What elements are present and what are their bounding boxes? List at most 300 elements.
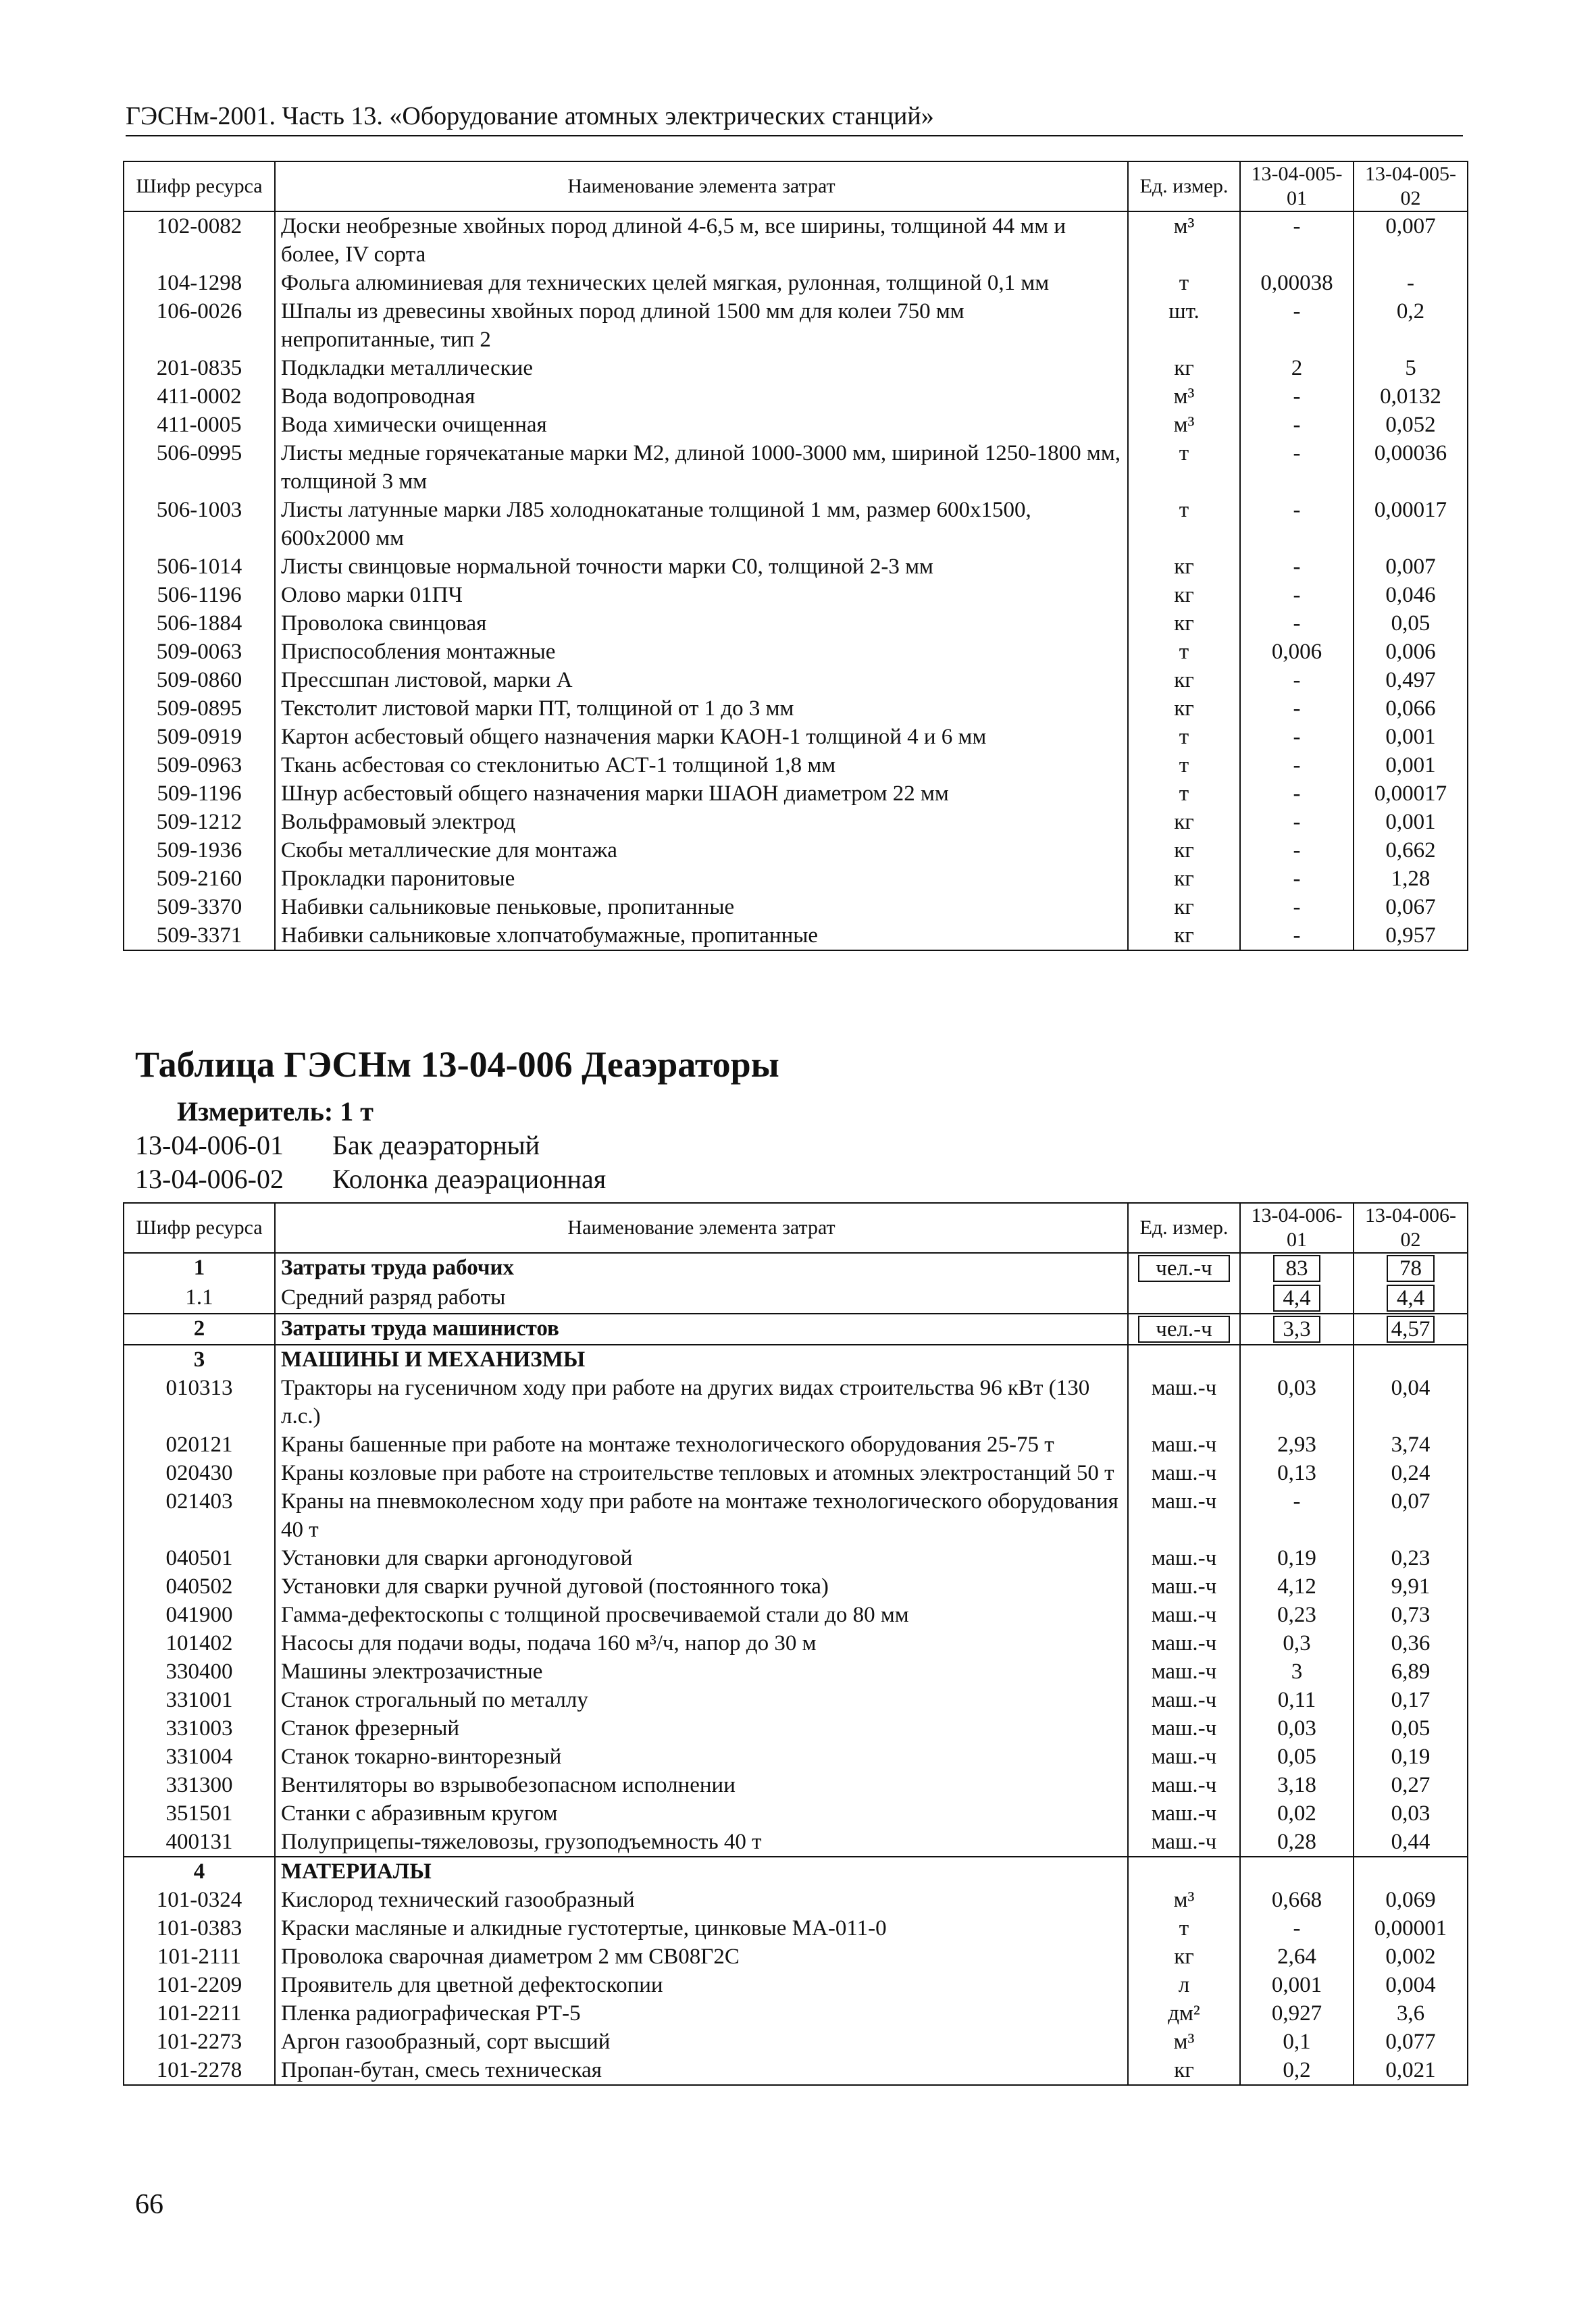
col-header-code: Шифр ресурса: [124, 161, 275, 211]
table-row: [124, 211, 1468, 269]
row-name: Краны козловые при работе на строительстве тепловых и атомных электростанций 50 т: [275, 1459, 1128, 1487]
row-name: Прессшпан листовой, марки А: [275, 666, 1128, 694]
table-row: [124, 1828, 1468, 1857]
row-unit: л: [1128, 1971, 1240, 1999]
row-value-2: 0,73: [1354, 1601, 1468, 1629]
row-code: 010313: [124, 1374, 275, 1431]
row-value-2: 0,0132: [1354, 382, 1468, 411]
row-name: Вода химически очищенная: [275, 411, 1128, 439]
row-name: МАШИНЫ И МЕХАНИЗМЫ: [275, 1345, 1128, 1374]
resource-table-13-04-006: [123, 1202, 1468, 2086]
table-row: [124, 1886, 1468, 1914]
row-code: 509-2160: [124, 865, 275, 893]
row-value-2: [1354, 1314, 1468, 1345]
row-value-2: 0,36: [1354, 1629, 1468, 1657]
row-value-2: 0,067: [1354, 893, 1468, 921]
row-name: Средний разряд работы: [275, 1283, 1128, 1314]
col-header-unit: Ед. измер.: [1128, 1203, 1240, 1253]
col-header-norm-1: 13-04-006-01: [1240, 1203, 1354, 1253]
row-value-1: 0,23: [1240, 1601, 1354, 1629]
row-value-2: 0,07: [1354, 1487, 1468, 1544]
norm-item-code: 13-04-006-02: [135, 1164, 284, 1194]
row-name: Листы латунные марки Л85 холоднокатаные толщиной 1 мм, размер 600x1500, 600x2000 мм: [275, 496, 1128, 552]
row-value-2: 0,03: [1354, 1799, 1468, 1828]
table-row: [124, 666, 1468, 694]
row-value-1: -: [1240, 1914, 1354, 1943]
row-code: 331001: [124, 1686, 275, 1714]
table-row: [124, 1253, 1468, 1283]
row-code: 201-0835: [124, 354, 275, 382]
row-value-2: 0,00036: [1354, 439, 1468, 496]
row-name: Станок токарно-винторезный: [275, 1743, 1128, 1771]
row-unit: м³: [1128, 211, 1240, 269]
row-value-2: [1354, 1345, 1468, 1374]
row-name: Картон асбестовый общего назначения марки КАОН-1 толщиной 4 и 6 мм: [275, 723, 1128, 751]
row-name: Краны на пневмоколесном ходу при работе на монтаже технологического оборудования 40 т: [275, 1487, 1128, 1544]
row-value-1: -: [1240, 666, 1354, 694]
row-code: 101-0324: [124, 1886, 275, 1914]
row-value-1: -: [1240, 808, 1354, 836]
row-value-2: 0,066: [1354, 694, 1468, 723]
row-code: 041900: [124, 1601, 275, 1629]
row-value-2: 0,497: [1354, 666, 1468, 694]
row-unit: маш.-ч: [1128, 1686, 1240, 1714]
row-name: Доски необрезные хвойных пород длиной 4-6,5 м, все ширины, толщиной 44 мм и более, IV сорта: [275, 211, 1128, 269]
row-code: 331004: [124, 1743, 275, 1771]
row-code: 1: [124, 1253, 275, 1283]
table-row: [124, 1572, 1468, 1601]
table-row: [124, 609, 1468, 638]
row-unit: маш.-ч: [1128, 1743, 1240, 1771]
row-value-1: [1240, 1857, 1354, 1886]
row-value-1: -: [1240, 723, 1354, 751]
row-value-2: 0,662: [1354, 836, 1468, 865]
row-code: 411-0005: [124, 411, 275, 439]
row-unit: [1128, 1283, 1240, 1314]
row-value-1: -: [1240, 382, 1354, 411]
table-row: [124, 836, 1468, 865]
row-unit: маш.-ч: [1128, 1431, 1240, 1459]
row-code: 351501: [124, 1799, 275, 1828]
row-unit: м³: [1128, 382, 1240, 411]
row-value-2: 0,05: [1354, 1714, 1468, 1743]
row-value-1: 0,006: [1240, 638, 1354, 666]
row-code: 3: [124, 1345, 275, 1374]
row-name: Прокладки паронитовые: [275, 865, 1128, 893]
col-header-code: Шифр ресурса: [124, 1203, 275, 1253]
row-code: 1.1: [124, 1283, 275, 1314]
row-code: 509-0963: [124, 751, 275, 779]
row-value-2: 0,001: [1354, 751, 1468, 779]
row-unit: дм²: [1128, 1999, 1240, 2028]
row-name: Приспособления монтажные: [275, 638, 1128, 666]
norm-item-name: Бак деаэраторный: [332, 1130, 540, 1160]
row-value-2: 0,007: [1354, 211, 1468, 269]
row-unit: т: [1128, 638, 1240, 666]
row-name: Аргон газообразный, сорт высший: [275, 2028, 1128, 2056]
row-unit: маш.-ч: [1128, 1459, 1240, 1487]
row-unit: маш.-ч: [1128, 1828, 1240, 1857]
table-row: [124, 354, 1468, 382]
row-name: Шпалы из древесины хвойных пород длиной 1500 мм для колеи 750 мм непропитанные, тип 2: [275, 297, 1128, 354]
row-value-2: 0,077: [1354, 2028, 1468, 2056]
row-value-1: 0,001: [1240, 1971, 1354, 1999]
row-code: 104-1298: [124, 269, 275, 297]
row-code: 040501: [124, 1544, 275, 1572]
row-value-1: 2: [1240, 354, 1354, 382]
row-code: 509-3371: [124, 921, 275, 950]
table-row: [124, 1459, 1468, 1487]
row-unit: маш.-ч: [1128, 1799, 1240, 1828]
row-code: 509-0919: [124, 723, 275, 751]
row-value-1: -: [1240, 411, 1354, 439]
table-row: [124, 439, 1468, 496]
row-value-2: 6,89: [1354, 1657, 1468, 1686]
table-row: [124, 1943, 1468, 1971]
row-value-1: 0,19: [1240, 1544, 1354, 1572]
row-unit: [1128, 1314, 1240, 1345]
row-value-1: 0,1: [1240, 2028, 1354, 2056]
row-name: МАТЕРИАЛЫ: [275, 1857, 1128, 1886]
row-value-1: 0,03: [1240, 1374, 1354, 1431]
row-value-2: [1354, 1857, 1468, 1886]
table-row: [124, 808, 1468, 836]
col-header-name: Наименование элемента затрат: [275, 1203, 1128, 1253]
row-value-1: -: [1240, 751, 1354, 779]
row-code: 020430: [124, 1459, 275, 1487]
table-row: [124, 779, 1468, 808]
row-code: 506-1014: [124, 552, 275, 581]
row-code: 4: [124, 1857, 275, 1886]
row-value-2: 0,2: [1354, 297, 1468, 354]
row-name: Скобы металлические для монтажа: [275, 836, 1128, 865]
row-value-1: -: [1240, 552, 1354, 581]
row-unit: кг: [1128, 836, 1240, 865]
row-code: 331300: [124, 1771, 275, 1799]
row-value-2: 0,04: [1354, 1374, 1468, 1431]
row-code: 509-0895: [124, 694, 275, 723]
row-unit: кг: [1128, 666, 1240, 694]
row-unit: м³: [1128, 1886, 1240, 1914]
row-unit: кг: [1128, 921, 1240, 950]
row-value-1: [1240, 1283, 1354, 1314]
table-row: [124, 1799, 1468, 1828]
row-value-1: [1240, 1345, 1354, 1374]
table-row: [124, 297, 1468, 354]
row-value-2: 5: [1354, 354, 1468, 382]
table-row: [124, 638, 1468, 666]
row-unit: т: [1128, 779, 1240, 808]
row-value-1: 2,93: [1240, 1431, 1354, 1459]
row-unit: маш.-ч: [1128, 1601, 1240, 1629]
row-unit: т: [1128, 496, 1240, 552]
row-unit: кг: [1128, 2056, 1240, 2085]
row-value-2: -: [1354, 269, 1468, 297]
row-unit: маш.-ч: [1128, 1572, 1240, 1601]
norm-item: [135, 1129, 540, 1161]
table-row: [124, 893, 1468, 921]
row-name: Шнур асбестовый общего назначения марки ШАОН диаметром 22 мм: [275, 779, 1128, 808]
row-name: Станок строгальный по металлу: [275, 1686, 1128, 1714]
row-unit: кг: [1128, 581, 1240, 609]
row-unit: шт.: [1128, 297, 1240, 354]
table-row: [124, 1629, 1468, 1657]
row-value-2: 0,24: [1354, 1459, 1468, 1487]
row-name: Вентиляторы во взрывобезопасном исполнении: [275, 1771, 1128, 1799]
row-value-2-box: 4,57: [1387, 1316, 1435, 1343]
row-unit: кг: [1128, 609, 1240, 638]
row-name: Гамма-дефектоскопы с толщиной просвечиваемой стали до 80 мм: [275, 1601, 1128, 1629]
row-value-1: 0,03: [1240, 1714, 1354, 1743]
row-code: 506-1003: [124, 496, 275, 552]
row-value-2: 9,91: [1354, 1572, 1468, 1601]
row-value-1-box: 3,3: [1273, 1316, 1320, 1343]
row-unit: т: [1128, 751, 1240, 779]
row-code: 411-0002: [124, 382, 275, 411]
table-row: [124, 723, 1468, 751]
row-value-2: 1,28: [1354, 865, 1468, 893]
table-row: [124, 1374, 1468, 1431]
table-row: [124, 1657, 1468, 1686]
row-code: 509-1936: [124, 836, 275, 865]
table-row: [124, 581, 1468, 609]
row-value-1: [1240, 1314, 1354, 1345]
row-name: Листы медные горячекатаные марки М2, длиной 1000-3000 мм, шириной 1250-1800 мм, толщиной 3 мм: [275, 439, 1128, 496]
row-name: Вода водопроводная: [275, 382, 1128, 411]
row-name: Тракторы на гусеничном ходу при работе на других видах строительства 96 кВт (130 л.с.): [275, 1374, 1128, 1431]
row-unit: т: [1128, 1914, 1240, 1943]
resource-table-13-04-005: [123, 161, 1468, 951]
row-value-1: -: [1240, 921, 1354, 950]
col-header-norm-2: 13-04-006-02: [1354, 1203, 1468, 1253]
table-row: [124, 269, 1468, 297]
row-code: 509-0860: [124, 666, 275, 694]
row-value-1: 0,05: [1240, 1743, 1354, 1771]
row-code: 020121: [124, 1431, 275, 1459]
row-unit: маш.-ч: [1128, 1657, 1240, 1686]
row-name: Подкладки металлические: [275, 354, 1128, 382]
row-name: Станки с абразивным кругом: [275, 1799, 1128, 1828]
row-name: Установки для сварки аргонодуговой: [275, 1544, 1128, 1572]
row-value-2: 0,052: [1354, 411, 1468, 439]
row-value-1: 3: [1240, 1657, 1354, 1686]
row-value-2: 0,004: [1354, 1971, 1468, 1999]
row-unit: маш.-ч: [1128, 1374, 1240, 1431]
row-unit: кг: [1128, 1943, 1240, 1971]
row-name: Олово марки 01ПЧ: [275, 581, 1128, 609]
table-header-row: [124, 1203, 1468, 1253]
row-value-1: -: [1240, 581, 1354, 609]
col-header-norm-1: 13-04-005-01: [1240, 161, 1354, 211]
row-value-2: 0,021: [1354, 2056, 1468, 2085]
row-name: Листы свинцовые нормальной точности марки С0, толщиной 2-3 мм: [275, 552, 1128, 581]
table-row: [124, 1771, 1468, 1799]
row-value-2: 0,957: [1354, 921, 1468, 950]
row-value-1-box: 83: [1273, 1255, 1320, 1282]
norm-item-code: 13-04-006-01: [135, 1130, 284, 1160]
row-name: Пленка радиографическая РТ-5: [275, 1999, 1128, 2028]
row-value-2: 0,27: [1354, 1771, 1468, 1799]
col-header-unit: Ед. измер.: [1128, 161, 1240, 211]
table-row: [124, 496, 1468, 552]
row-value-1: 0,668: [1240, 1886, 1354, 1914]
row-name: Проявитель для цветной дефектоскопии: [275, 1971, 1128, 1999]
row-value-1: [1240, 1253, 1354, 1283]
row-code: 101-2278: [124, 2056, 275, 2085]
row-name: Кислород технический газообразный: [275, 1886, 1128, 1914]
row-unit: [1128, 1345, 1240, 1374]
row-name: Полуприцепы-тяжеловозы, грузоподъемность 40 т: [275, 1828, 1128, 1857]
row-code: 106-0026: [124, 297, 275, 354]
row-value-1: 0,28: [1240, 1828, 1354, 1857]
row-code: 101-2273: [124, 2028, 275, 2056]
row-value-2: [1354, 1283, 1468, 1314]
table-row: [124, 1743, 1468, 1771]
row-value-2: 0,007: [1354, 552, 1468, 581]
row-code: 102-0082: [124, 211, 275, 269]
row-unit-box: чел.-ч: [1138, 1255, 1230, 1282]
table-row: [124, 1283, 1468, 1314]
row-value-1: -: [1240, 609, 1354, 638]
row-name: Затраты труда рабочих: [275, 1253, 1128, 1283]
row-value-1: 0,2: [1240, 2056, 1354, 2085]
row-value-2: 0,046: [1354, 581, 1468, 609]
row-value-2: 0,001: [1354, 808, 1468, 836]
row-code: 509-1196: [124, 779, 275, 808]
row-code: 506-1196: [124, 581, 275, 609]
row-value-1: 0,3: [1240, 1629, 1354, 1657]
row-code: 506-1884: [124, 609, 275, 638]
table-row: [124, 382, 1468, 411]
row-name: Текстолит листовой марки ПТ, толщиной от 1 до 3 мм: [275, 694, 1128, 723]
table-row: [124, 1487, 1468, 1544]
row-code: 101-2211: [124, 1999, 275, 2028]
table-row: [124, 1314, 1468, 1345]
row-value-1: -: [1240, 779, 1354, 808]
row-code: 509-1212: [124, 808, 275, 836]
row-unit: маш.-ч: [1128, 1544, 1240, 1572]
row-unit: м³: [1128, 2028, 1240, 2056]
norm-item-name: Колонка деаэрационная: [332, 1164, 607, 1194]
row-name: Краски масляные и алкидные густотертые, цинковые МА-011-0: [275, 1914, 1128, 1943]
page-number: 66: [135, 2189, 163, 2220]
row-name: Вольфрамовый электрод: [275, 808, 1128, 836]
row-value-1-box: 4,4: [1273, 1285, 1320, 1312]
row-value-2: 0,002: [1354, 1943, 1468, 1971]
row-name: Проволока свинцовая: [275, 609, 1128, 638]
row-value-1: 3,18: [1240, 1771, 1354, 1799]
row-name: Затраты труда машинистов: [275, 1314, 1128, 1345]
row-value-1: 0,02: [1240, 1799, 1354, 1828]
row-value-2: 0,00017: [1354, 496, 1468, 552]
row-code: 021403: [124, 1487, 275, 1544]
row-code: 101-2209: [124, 1971, 275, 1999]
row-name: Набивки сальниковые пеньковые, пропитанные: [275, 893, 1128, 921]
row-name: Станок фрезерный: [275, 1714, 1128, 1743]
row-value-2: 0,001: [1354, 723, 1468, 751]
table-row: [124, 411, 1468, 439]
row-value-2: 0,05: [1354, 609, 1468, 638]
row-value-1: -: [1240, 211, 1354, 269]
section-title: Таблица ГЭСНм 13-04-006 Деаэраторы: [135, 1044, 779, 1085]
row-code: 330400: [124, 1657, 275, 1686]
row-unit: маш.-ч: [1128, 1487, 1240, 1544]
row-unit: т: [1128, 269, 1240, 297]
table-row: [124, 552, 1468, 581]
row-code: 2: [124, 1314, 275, 1345]
row-value-2: 0,19: [1354, 1743, 1468, 1771]
table-row: [124, 921, 1468, 950]
row-code: 400131: [124, 1828, 275, 1857]
table-row: [124, 1544, 1468, 1572]
row-value-1: -: [1240, 496, 1354, 552]
row-unit: кг: [1128, 694, 1240, 723]
row-value-1: 2,64: [1240, 1943, 1354, 1971]
row-value-1: 0,00038: [1240, 269, 1354, 297]
norm-item: [135, 1163, 606, 1195]
row-value-2: 0,17: [1354, 1686, 1468, 1714]
table-row: [124, 1914, 1468, 1943]
row-value-2-box: 4,4: [1387, 1285, 1435, 1312]
row-unit: кг: [1128, 354, 1240, 382]
row-value-1: -: [1240, 297, 1354, 354]
row-name: Проволока сварочная диаметром 2 мм СВ08Г2С: [275, 1943, 1128, 1971]
row-value-2: 0,069: [1354, 1886, 1468, 1914]
section-meter: Измеритель: 1 т: [177, 1096, 374, 1127]
row-name: Установки для сварки ручной дуговой (постоянного тока): [275, 1572, 1128, 1601]
row-name: Насосы для подачи воды, подача 160 м³/ч, напор до 30 м: [275, 1629, 1128, 1657]
row-code: 509-3370: [124, 893, 275, 921]
table-row: [124, 2028, 1468, 2056]
row-unit: кг: [1128, 865, 1240, 893]
row-code: 331003: [124, 1714, 275, 1743]
row-value-1: -: [1240, 694, 1354, 723]
row-name: Фольга алюминиевая для технических целей мягкая, рулонная, толщиной 0,1 мм: [275, 269, 1128, 297]
table-row: [124, 1686, 1468, 1714]
row-code: 101402: [124, 1629, 275, 1657]
table-row: [124, 1714, 1468, 1743]
table-row: [124, 1601, 1468, 1629]
row-value-2: 3,74: [1354, 1431, 1468, 1459]
table-row: [124, 1999, 1468, 2028]
row-code: 101-0383: [124, 1914, 275, 1943]
table-row: [124, 865, 1468, 893]
row-unit: маш.-ч: [1128, 1771, 1240, 1799]
row-code: 509-0063: [124, 638, 275, 666]
row-code: 101-2111: [124, 1943, 275, 1971]
row-unit: [1128, 1857, 1240, 1886]
row-name: Пропан-бутан, смесь техническая: [275, 2056, 1128, 2085]
row-code: 040502: [124, 1572, 275, 1601]
row-value-1: 0,927: [1240, 1999, 1354, 2028]
row-code: 506-0995: [124, 439, 275, 496]
row-value-2: 0,00017: [1354, 779, 1468, 808]
row-unit: [1128, 1253, 1240, 1283]
page-header: ГЭСНм-2001. Часть 13. «Оборудование атомных электрических станций»: [126, 101, 1463, 136]
col-header-norm-2: 13-04-005-02: [1354, 161, 1468, 211]
row-value-2: 0,23: [1354, 1544, 1468, 1572]
row-unit: т: [1128, 723, 1240, 751]
row-value-2: [1354, 1253, 1468, 1283]
row-value-2-box: 78: [1387, 1255, 1435, 1282]
row-name: Краны башенные при работе на монтаже технологического оборудования 25-75 т: [275, 1431, 1128, 1459]
row-unit: маш.-ч: [1128, 1629, 1240, 1657]
table-row: [124, 694, 1468, 723]
row-value-2: 0,006: [1354, 638, 1468, 666]
table-row: [124, 1345, 1468, 1374]
row-value-1: 0,11: [1240, 1686, 1354, 1714]
row-unit: кг: [1128, 808, 1240, 836]
